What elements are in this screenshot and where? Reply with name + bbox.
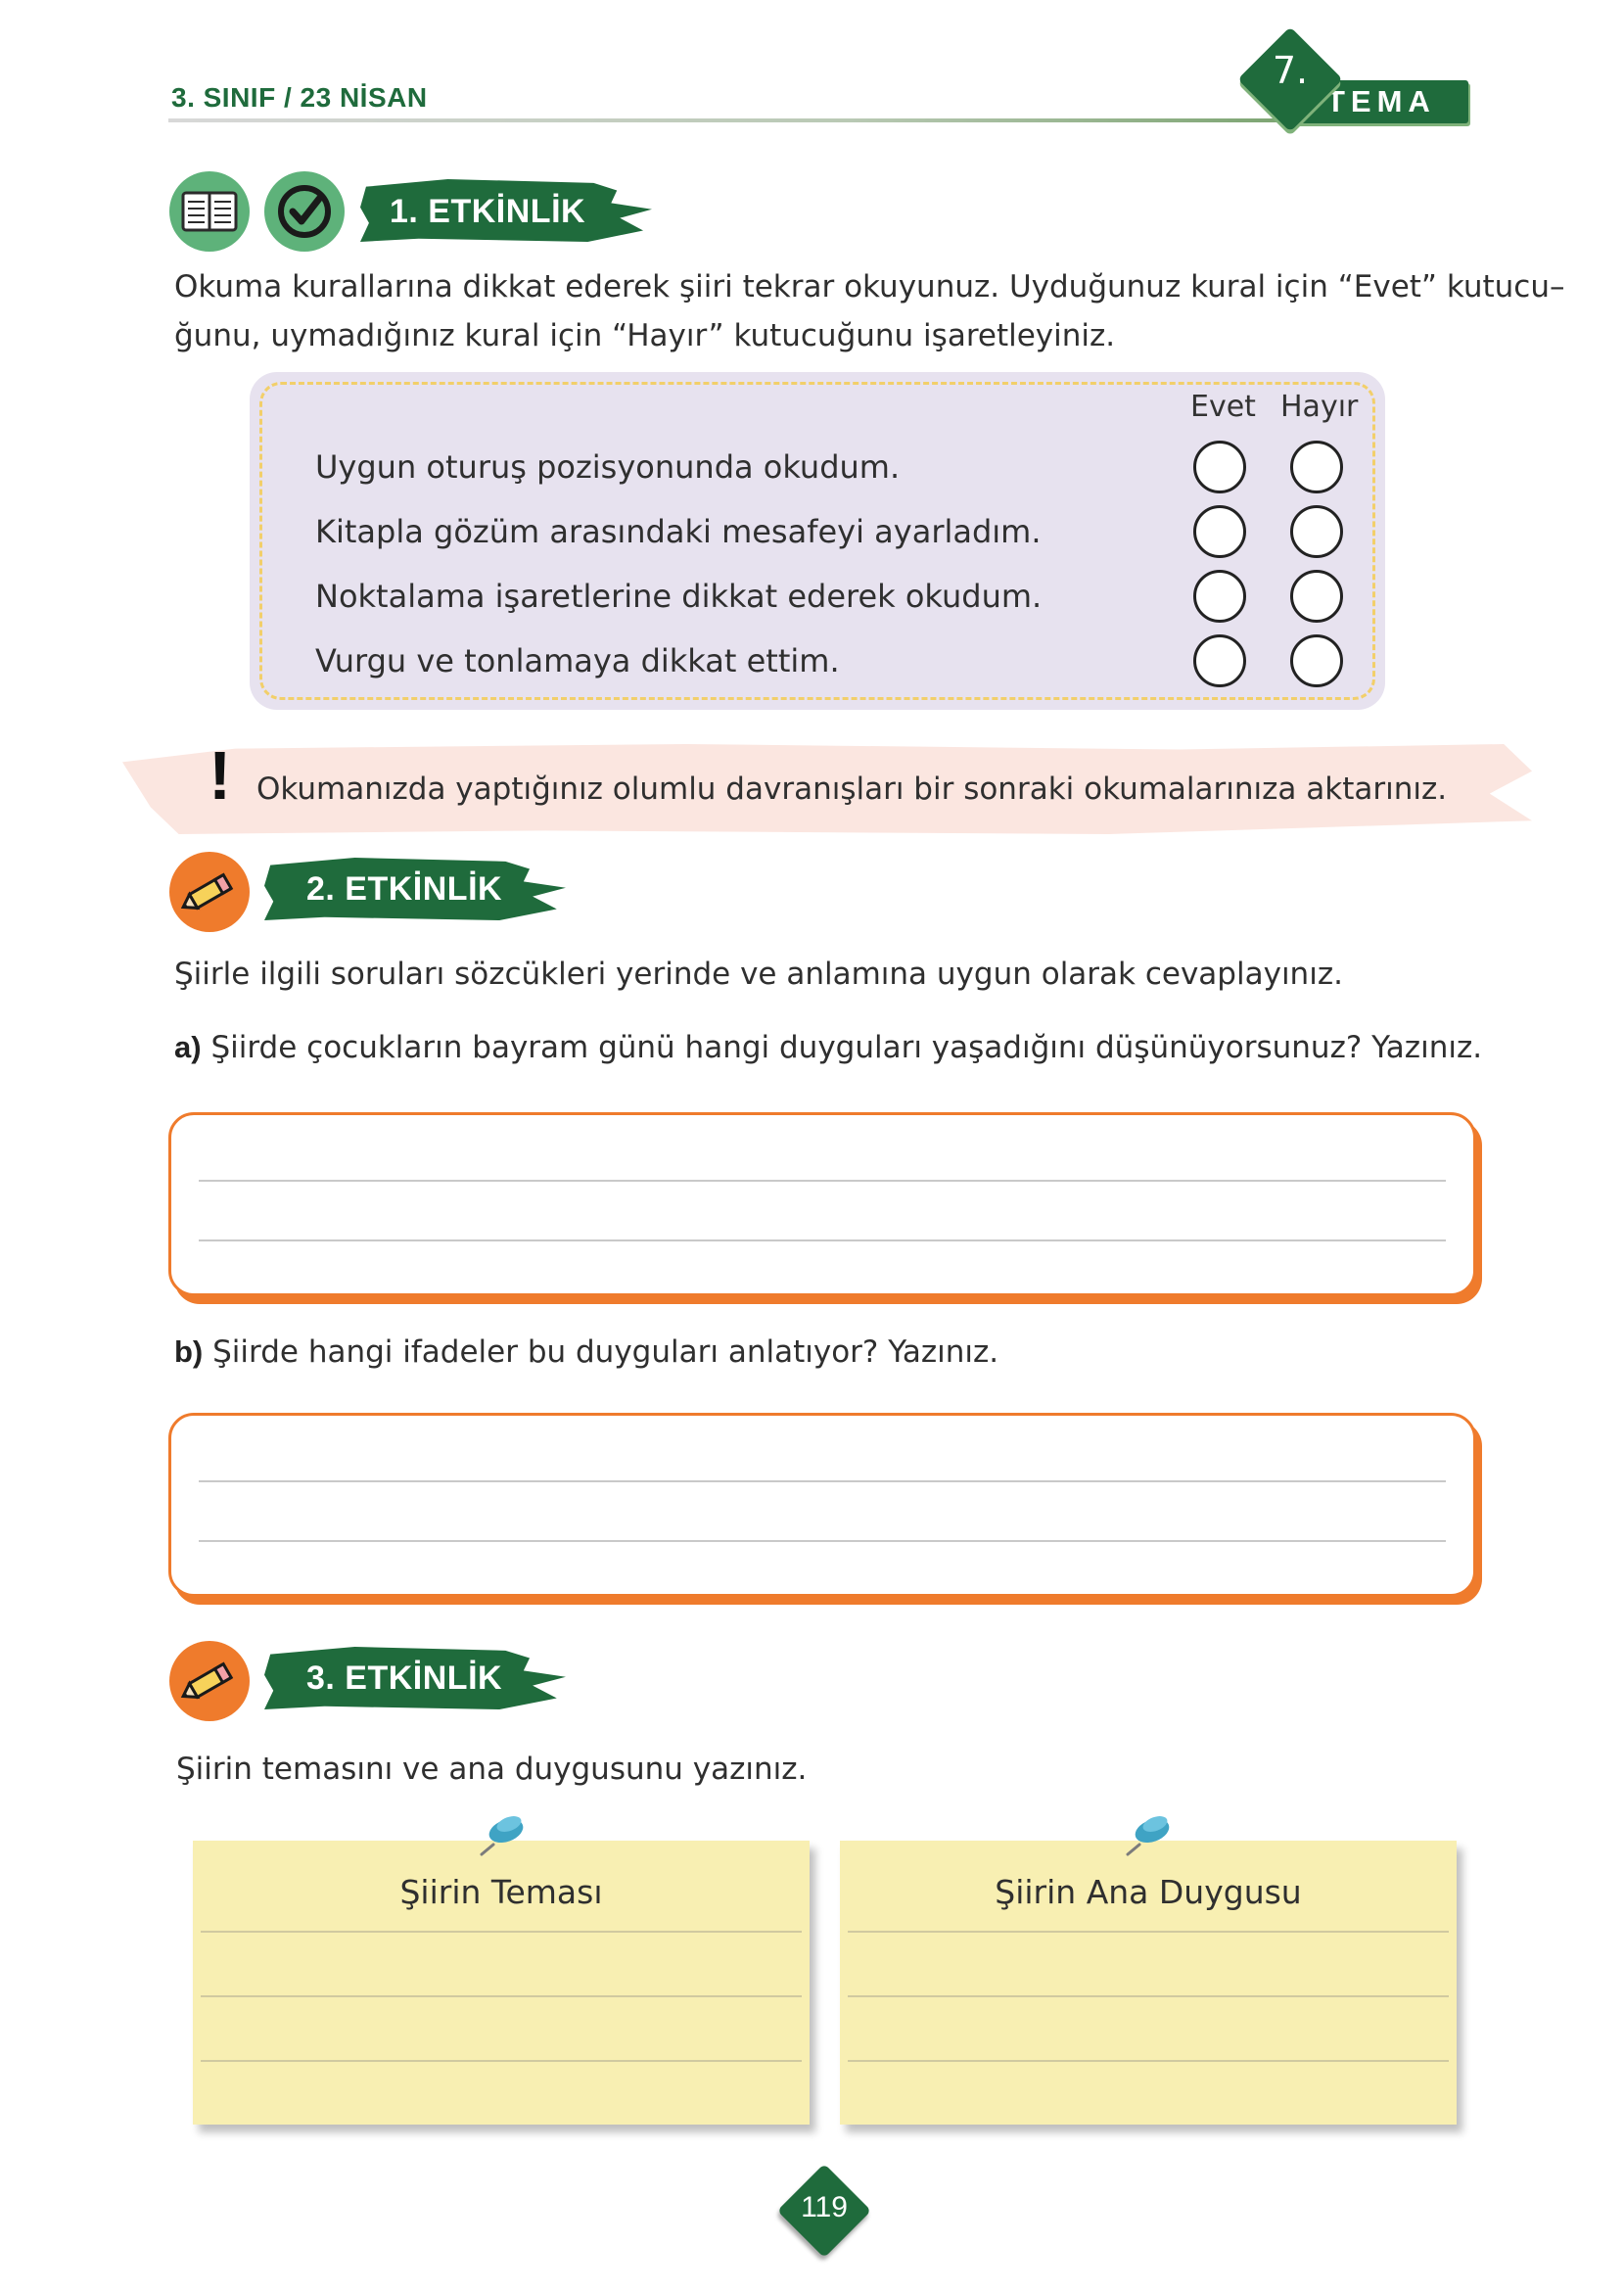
checklist-item: Noktalama işaretlerine dikkat ederek okudum. [315, 578, 1043, 615]
header-divider [168, 118, 1304, 122]
radio-yes-item-4[interactable] [1193, 634, 1246, 687]
pencil-icon [169, 1641, 250, 1721]
activity1-title: 1. ETKİNLİK [390, 193, 586, 230]
radio-yes-item-1[interactable] [1193, 441, 1246, 493]
checklist-item: Uygun oturuş pozisyonunda okudum. [315, 448, 901, 486]
question-a [174, 1023, 1482, 1072]
header-grade-date: 3. SINIF / 23 NİSAN [171, 82, 428, 113]
checkmark-icon [264, 171, 345, 252]
radio-no-item-2[interactable] [1290, 505, 1343, 558]
sticky-line [848, 1995, 1449, 1997]
answer-line [199, 1540, 1446, 1542]
radio-yes-item-3[interactable] [1193, 570, 1246, 623]
activity3-title: 3. ETKİNLİK [306, 1660, 503, 1697]
answer-box-b[interactable] [168, 1413, 1476, 1597]
activity1-instruction-line2: ğunu, uymadığınız kural için “Hayır” kutucuğunu işaretleyiniz. [174, 318, 1116, 353]
sticky-note-theme[interactable] [193, 1841, 810, 2125]
question-a-text: Şiirde çocukların bayram günü hangi duyguları yaşadığını düşünüyorsunuz? Yazınız. [210, 1030, 1483, 1065]
answer-line [199, 1239, 1446, 1241]
sticky-line [201, 1931, 802, 1933]
book-icon [169, 171, 250, 252]
activity1-instruction-line1: Okuma kurallarına dikkat ederek şiiri tekrar okuyunuz. Uyduğunuz kural için “Evet” kutucu– [174, 269, 1565, 304]
question-b [174, 1328, 998, 1377]
tema-number: 7. [1272, 49, 1309, 92]
activity3-instruction: Şiirin temasını ve ana duygusunu yazınız. [176, 1752, 808, 1787]
answer-box-a[interactable] [168, 1112, 1476, 1296]
sticky-line [848, 1931, 1449, 1933]
sticky-line [201, 1995, 802, 1997]
question-b-text: Şiirde hangi ifadeler bu duyguları anlatıyor? Yazınız. [212, 1334, 999, 1370]
question-a-label: a) [174, 1030, 202, 1064]
question-b-label: b) [174, 1334, 204, 1369]
radio-no-item-1[interactable] [1290, 441, 1343, 493]
page-number: 119 [801, 2191, 848, 2223]
radio-yes-item-2[interactable] [1193, 505, 1246, 558]
sticky-note-emotion[interactable] [840, 1841, 1457, 2125]
activity2-instruction: Şiirle ilgili soruları sözcükleri yerinde ve anlamına uygun olarak cevaplayınız. [174, 957, 1343, 992]
sticky-line [201, 2060, 802, 2062]
column-head-no: Hayır [1280, 390, 1359, 424]
sticky-note-emotion-title: Şiirin Ana Duygusu [995, 1873, 1302, 1911]
radio-no-item-3[interactable] [1290, 570, 1343, 623]
exclamation-icon: ! [209, 737, 232, 814]
answer-line [199, 1480, 1446, 1482]
pushpin-icon [1126, 1809, 1175, 1858]
tema-label: TEMA [1326, 84, 1436, 118]
sticky-note-theme-title: Şiirin Teması [399, 1873, 603, 1911]
checklist-item: Vurgu ve tonlamaya dikkat ettim. [315, 642, 840, 679]
sticky-line [848, 2060, 1449, 2062]
pencil-icon [169, 852, 250, 932]
checklist-item: Kitapla gözüm arasındaki mesafeyi ayarladım. [315, 513, 1042, 550]
note-text: Okumanızda yaptığınız olumlu davranışları bir sonraki okumalarınıza aktarınız. [256, 771, 1448, 807]
activity2-title: 2. ETKİNLİK [306, 870, 503, 908]
column-head-yes: Evet [1190, 390, 1256, 424]
radio-no-item-4[interactable] [1290, 634, 1343, 687]
answer-line [199, 1180, 1446, 1182]
pushpin-icon [480, 1809, 529, 1858]
